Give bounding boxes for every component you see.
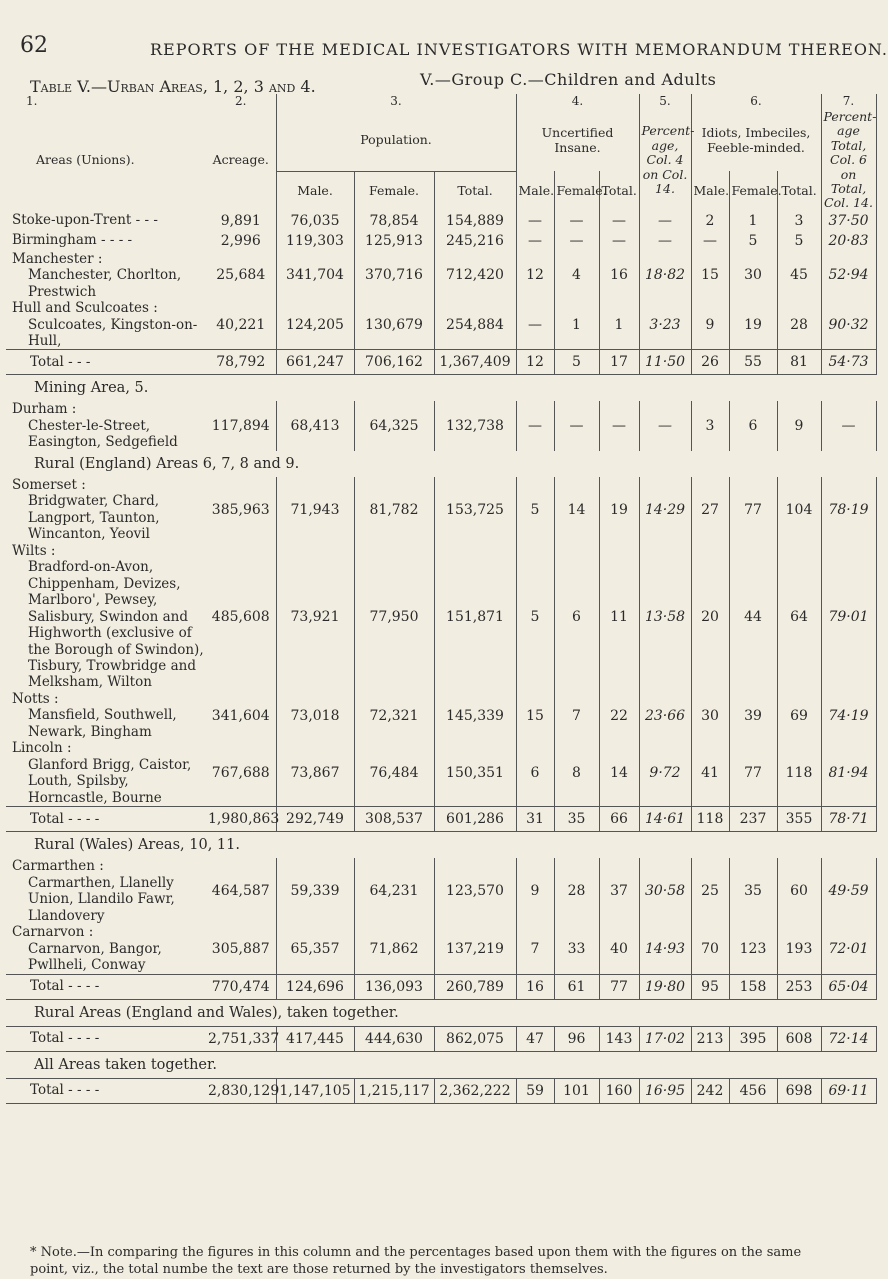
cell-if: 5 [554,350,599,375]
cell-if: 28 [554,858,599,924]
cell-pm: 68,413 [276,401,354,450]
cell-ipc: 17·02 [639,1026,691,1051]
cell-pm: 71,943 [276,477,354,543]
cell-ipc: — [639,231,691,251]
cell-pm: 124,696 [276,974,354,999]
cell-if: 4 [554,251,599,300]
idiots-male-header: Male. [691,171,729,210]
cell-it: 16 [599,251,639,300]
cell-pt: 712,420 [434,251,516,300]
insane-header: Uncertified Insane. [516,110,639,171]
cell-pm: 65,357 [276,924,354,974]
cell-pf: 308,537 [354,807,434,832]
total-label: Total - - - - [6,974,206,999]
cell-df: 35 [729,858,777,924]
cell-df: 237 [729,807,777,832]
cell-ipc: 19·80 [639,974,691,999]
cell-df: 77 [729,477,777,543]
cell-pm: 661,247 [276,350,354,375]
cell-dm: 20 [691,543,729,691]
table-row [6,211,876,231]
cell-pt: 862,075 [434,1026,516,1051]
percent-col6-header: Percent-age Total, Col. 6 on Total, Col. 14. [821,110,876,211]
cell-im: 5 [516,543,554,691]
cell-pt: 151,871 [434,543,516,691]
cell-pm: 119,303 [276,231,354,251]
area-name: Durham : [12,401,77,418]
cell-pf: 370,716 [354,251,434,300]
cell-pt: 145,339 [434,691,516,740]
cell-acreage: 2,830,129 [206,1078,276,1103]
cell-dm: 213 [691,1026,729,1051]
table-row [6,858,876,924]
cell-dt: 253 [777,974,821,999]
cell-dpc: 81·94 [821,740,876,806]
cell-if: — [554,231,599,251]
cell-dpc: 65·04 [821,974,876,999]
cell-pt: 260,789 [434,974,516,999]
cell-df: 1 [729,211,777,231]
cell-ipc: — [639,211,691,231]
cell-acreage: 9,891 [206,211,276,231]
cell-im: — [516,401,554,450]
cell-pf: 77,950 [354,543,434,691]
cell-if: 101 [554,1078,599,1103]
area-unions: Bradford-on-Avon, Chippenham, Devizes, Marlboro', Pewsey, Salisbury, Swindon and Highworth (exclusive of the Borough of Swindon), Tisbury, Trowbridge and Melksham, Wilton [28,559,204,691]
cell-dt: 104 [777,477,821,543]
section-heading-row [6,999,876,1026]
cell-dpc: 49·59 [821,858,876,924]
total-label: Total - - - - [6,807,206,832]
cell-dt: 60 [777,858,821,924]
cell-df: 456 [729,1078,777,1103]
cell-it: 77 [599,974,639,999]
cell-pf: 71,862 [354,924,434,974]
cell-dm: 25 [691,858,729,924]
cell-if: 61 [554,974,599,999]
table-row [6,691,876,740]
cell-acreage: 2,751,337 [206,1026,276,1051]
area-cell [6,251,206,300]
cell-dpc: 54·73 [821,350,876,375]
running-title: REPORTS OF THE MEDICAL INVESTIGATORS WITH MEMORANDUM THEREON. [150,40,888,59]
area-cell [6,211,206,231]
cell-if: 1 [554,300,599,350]
cell-pf: 706,162 [354,350,434,375]
col-num-3: 3. [276,94,516,110]
total-label: Total - - - - [6,1026,206,1051]
cell-im: 9 [516,858,554,924]
cell-df: 39 [729,691,777,740]
insane-total-header: Total. [599,171,639,210]
idiots-total-header: Total. [777,171,821,210]
cell-dm: 242 [691,1078,729,1103]
area-cell [6,543,206,691]
col-num-6: 6. [691,94,821,110]
cell-pm: 341,704 [276,251,354,300]
cell-it: 19 [599,477,639,543]
area-name: Birmingham - - - - [12,232,133,249]
area-name: Stoke-upon-Trent - - - [12,212,158,229]
cell-acreage: 341,604 [206,691,276,740]
cell-pt: 254,884 [434,300,516,350]
cell-ipc: 3·23 [639,300,691,350]
cell-dpc: 37·50 [821,211,876,231]
area-cell [6,300,206,350]
pop-total-header: Total. [434,171,516,210]
area-cell [6,924,206,974]
cell-dt: 45 [777,251,821,300]
cell-ipc: 16·95 [639,1078,691,1103]
cell-it: 1 [599,300,639,350]
cell-dpc: 20·83 [821,231,876,251]
cell-dt: 118 [777,740,821,806]
cell-im: 47 [516,1026,554,1051]
cell-ipc: 23·66 [639,691,691,740]
area-cell [6,740,206,806]
cell-pt: 123,570 [434,858,516,924]
areas-header: Areas (Unions). [36,152,135,168]
total-row [6,807,876,832]
cell-im: 6 [516,740,554,806]
area-unions: Chester-le-Street, Easington, Sedgefield [28,417,178,451]
cell-dpc: 52·94 [821,251,876,300]
cell-if: 7 [554,691,599,740]
area-cell [6,401,206,450]
cell-pt: 154,889 [434,211,516,231]
cell-dt: 3 [777,211,821,231]
cell-ipc: 18·82 [639,251,691,300]
table-body [6,211,876,1103]
cell-it: 11 [599,543,639,691]
area-name: Carmarthen : [12,858,104,875]
area-unions: Manchester, Chorlton, Prestwich [28,267,182,300]
cell-df: 5 [729,231,777,251]
cell-dt: 608 [777,1026,821,1051]
cell-dpc: 79·01 [821,543,876,691]
cell-if: — [554,401,599,450]
cell-it: 17 [599,350,639,375]
table-row [6,401,876,450]
cell-dm: 2 [691,211,729,231]
cell-pf: 125,913 [354,231,434,251]
cell-pm: 292,749 [276,807,354,832]
table-row [6,477,876,543]
footnote: * Note.—In comparing the figures in this column and the percentages based upon them with the figures on the same point, viz., the total numbe the text are those returned by the investigators themselves. [30,1245,802,1277]
cell-acreage: 305,887 [206,924,276,974]
cell-pf: 78,854 [354,211,434,231]
table-title-left: Table V.—Urban Areas, 1, 2, 3 and 4. [30,77,316,96]
area-unions: Bridgwater, Chard, Langport, Taunton, Wincanton, Yeovil [28,493,160,543]
cell-dt: 355 [777,807,821,832]
col-num-1: 1. [26,94,38,109]
cell-dm: — [691,231,729,251]
cell-ipc: 13·58 [639,543,691,691]
cell-dpc: 78·71 [821,807,876,832]
cell-pm: 59,339 [276,858,354,924]
area-unions: Mansfield, Southwell, Newark, Bingham [28,707,177,740]
table-title-right: V.—Group C.—Children and Adults [420,70,717,89]
area-name: Notts : [12,690,59,707]
cell-df: 44 [729,543,777,691]
total-row [6,974,876,999]
cell-dt: 81 [777,350,821,375]
area-name: Wilts : [12,542,56,559]
cell-dt: 193 [777,924,821,974]
cell-df: 395 [729,1026,777,1051]
cell-dm: 26 [691,350,729,375]
section-heading: Rural (England) Areas 6, 7, 8 and 9. [34,455,300,472]
col-num-2: 2. [206,94,276,110]
cell-df: 6 [729,401,777,450]
cell-acreage: 78,792 [206,350,276,375]
cell-acreage: 385,963 [206,477,276,543]
cell-pt: 137,219 [434,924,516,974]
cell-dpc: 69·11 [821,1078,876,1103]
cell-pt: 153,725 [434,477,516,543]
cell-if: 6 [554,543,599,691]
area-unions: Sculcoates, Kingston-on-Hull, [28,316,198,349]
area-cell [6,231,206,251]
idiots-header: Idiots, Imbeciles, Feeble-minded. [691,110,821,171]
cell-ipc: — [639,401,691,450]
area-unions: Glanford Brigg, Caistor, Louth, Spilsby, Horncastle, Bourne [28,756,192,806]
cell-acreage: 2,996 [206,231,276,251]
total-row [6,1026,876,1051]
cell-pf: 1,215,117 [354,1078,434,1103]
cell-im: 5 [516,477,554,543]
cell-im: 7 [516,924,554,974]
section-heading: Rural (Wales) Areas, 10, 11. [34,837,240,854]
cell-im: 12 [516,251,554,300]
cell-pm: 73,921 [276,543,354,691]
cell-df: 30 [729,251,777,300]
area-cell [6,858,206,924]
percent-col4-header: Percent-age, Col. 4 on Col. 14. [639,110,691,211]
cell-it: — [599,211,639,231]
cell-dm: 70 [691,924,729,974]
cell-dm: 15 [691,251,729,300]
cell-df: 55 [729,350,777,375]
cell-pf: 444,630 [354,1026,434,1051]
total-label: Total - - - [6,350,206,375]
area-unions: Carnarvon, Bangor, Pwllheli, Conway [28,940,162,974]
cell-im: — [516,231,554,251]
cell-acreage: 485,608 [206,543,276,691]
cell-dt: 698 [777,1078,821,1103]
cell-pf: 76,484 [354,740,434,806]
cell-it: 143 [599,1026,639,1051]
cell-im: — [516,300,554,350]
cell-if: 35 [554,807,599,832]
cell-pm: 1,147,105 [276,1078,354,1103]
cell-acreage: 1,980,863 [206,807,276,832]
cell-ipc: 9·72 [639,740,691,806]
table-row [6,300,876,350]
area-name: Lincoln : [12,740,72,757]
total-row [6,350,876,375]
cell-dpc: 90·32 [821,300,876,350]
cell-dpc: 72·14 [821,1026,876,1051]
cell-ipc: 14·93 [639,924,691,974]
section-heading: Rural Areas (England and Wales), taken together. [34,1004,399,1021]
cell-pt: 1,367,409 [434,350,516,375]
idiots-female-header: Female. [729,171,777,210]
cell-dm: 27 [691,477,729,543]
table-row [6,740,876,806]
cell-pm: 73,018 [276,691,354,740]
statistics-table [6,94,877,1104]
pop-female-header: Female. [354,171,434,210]
section-heading: All Areas taken together. [34,1056,217,1073]
cell-dpc: 74·19 [821,691,876,740]
cell-if: — [554,211,599,231]
cell-im: — [516,211,554,231]
cell-acreage: 770,474 [206,974,276,999]
area-cell [6,691,206,740]
table-row [6,543,876,691]
table-row [6,251,876,300]
cell-it: 14 [599,740,639,806]
insane-female-header: Female. [554,171,599,210]
area-name: Manchester : [12,250,103,267]
cell-dt: 64 [777,543,821,691]
page-header [0,0,888,96]
cell-df: 158 [729,974,777,999]
cell-im: 12 [516,350,554,375]
table-row [6,231,876,251]
page-number: 62 [20,33,48,58]
cell-dt: 5 [777,231,821,251]
cell-im: 59 [516,1078,554,1103]
cell-pt: 132,738 [434,401,516,450]
cell-it: — [599,401,639,450]
cell-pm: 73,867 [276,740,354,806]
section-heading-row [6,451,876,477]
cell-pt: 601,286 [434,807,516,832]
cell-dpc: — [821,401,876,450]
cell-dpc: 78·19 [821,477,876,543]
cell-ipc: 14·29 [639,477,691,543]
area-unions: Carmarthen, Llanelly Union, Llandilo Fawr, Llandovery [28,874,175,924]
cell-pm: 417,445 [276,1026,354,1051]
cell-if: 33 [554,924,599,974]
cell-dm: 30 [691,691,729,740]
cell-it: 37 [599,858,639,924]
cell-pf: 130,679 [354,300,434,350]
cell-dm: 3 [691,401,729,450]
cell-ipc: 30·58 [639,858,691,924]
cell-dm: 41 [691,740,729,806]
cell-im: 15 [516,691,554,740]
section-heading-row [6,832,876,859]
acreage-header: Acreage. [206,110,276,211]
cell-acreage: 767,688 [206,740,276,806]
col-num-7: 7. [821,94,876,110]
section-heading-row [6,375,876,402]
cell-dm: 9 [691,300,729,350]
cell-it: 22 [599,691,639,740]
cell-pf: 72,321 [354,691,434,740]
cell-pt: 150,351 [434,740,516,806]
area-name: Somerset : [12,476,86,493]
total-label: Total - - - - [6,1078,206,1103]
cell-it: 40 [599,924,639,974]
cell-pf: 136,093 [354,974,434,999]
pop-male-header: Male. [276,171,354,210]
cell-acreage: 117,894 [206,401,276,450]
cell-dt: 9 [777,401,821,450]
cell-it: 66 [599,807,639,832]
total-row [6,1078,876,1103]
cell-acreage: 464,587 [206,858,276,924]
cell-df: 123 [729,924,777,974]
insane-male-header: Male. [516,171,554,210]
table-row [6,924,876,974]
cell-pt: 2,362,222 [434,1078,516,1103]
section-heading-row [6,1051,876,1078]
table-head [6,94,876,211]
cell-pf: 64,231 [354,858,434,924]
cell-im: 16 [516,974,554,999]
cell-if: 8 [554,740,599,806]
cell-im: 31 [516,807,554,832]
col-num-4: 4. [516,94,639,110]
area-cell [6,477,206,543]
cell-dm: 95 [691,974,729,999]
cell-acreage: 40,221 [206,300,276,350]
col-num-5: 5. [639,94,691,110]
cell-ipc: 11·50 [639,350,691,375]
cell-df: 19 [729,300,777,350]
cell-if: 96 [554,1026,599,1051]
cell-pm: 76,035 [276,211,354,231]
cell-pf: 81,782 [354,477,434,543]
cell-it: — [599,231,639,251]
cell-dt: 69 [777,691,821,740]
cell-pm: 124,205 [276,300,354,350]
cell-dt: 28 [777,300,821,350]
cell-acreage: 25,684 [206,251,276,300]
cell-df: 77 [729,740,777,806]
area-name: Carnarvon : [12,924,94,941]
cell-it: 160 [599,1078,639,1103]
cell-if: 14 [554,477,599,543]
cell-dpc: 72·01 [821,924,876,974]
cell-pf: 64,325 [354,401,434,450]
cell-ipc: 14·61 [639,807,691,832]
area-name: Hull and Sculcoates : [12,300,158,317]
cell-dm: 118 [691,807,729,832]
section-heading: Mining Area, 5. [34,380,149,397]
cell-pt: 245,216 [434,231,516,251]
population-header: Population. [276,110,516,171]
